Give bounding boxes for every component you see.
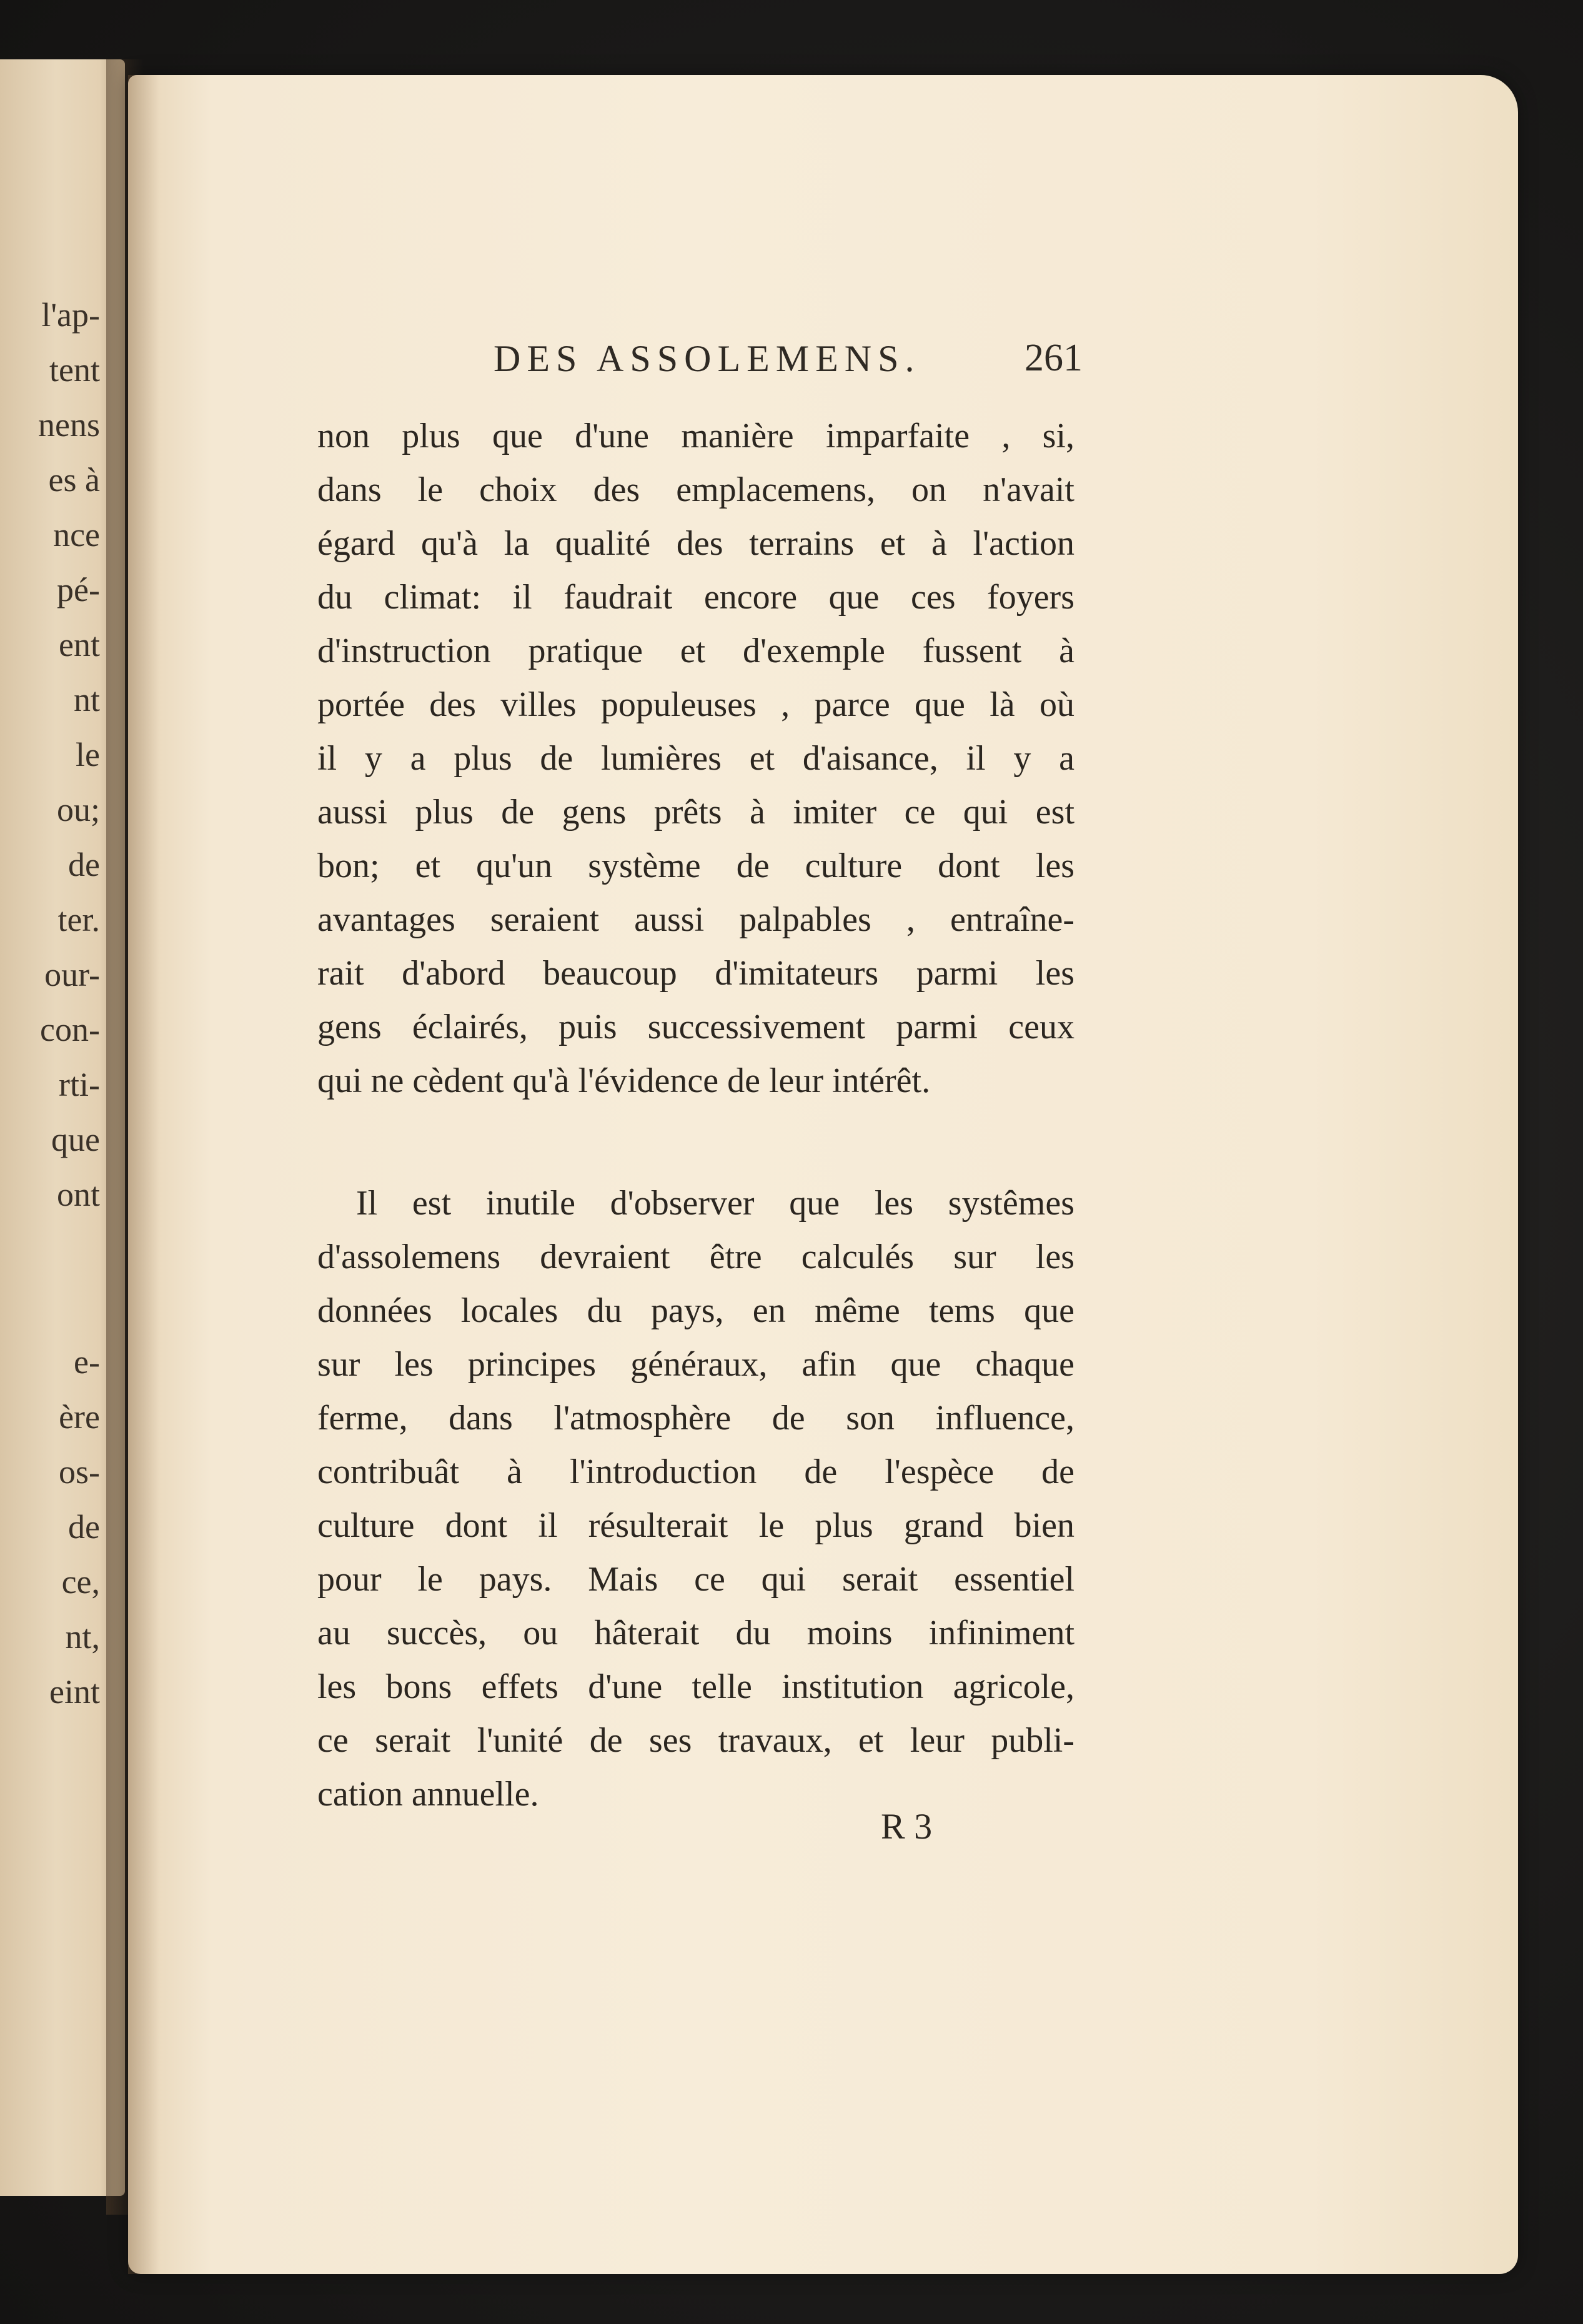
text-line: sur les principes généraux, afin que chaque [317,1345,1074,1384]
text-line: rait d'abord beaucoup d'imitateurs parmi les [317,954,1074,993]
text-line: non plus que d'une manière imparfaite , si, [317,417,1074,455]
text-line: dans le choix des emplacemens, on n'avait [317,470,1074,509]
text-line: il y a plus de lumières et d'aisance, il y a [317,739,1074,778]
page-number: 261 [1025,337,1083,379]
left-fragment: ce, [61,1563,100,1601]
text-line: les bons effets d'une telle institution agricole, [317,1667,1074,1706]
text-line: égard qu'à la qualité des terrains et à l'action [317,524,1074,563]
left-fragment: ter. [57,901,100,938]
left-fragment: os- [59,1453,100,1491]
text-line: portée des villes populeuses , parce que là où [317,685,1074,724]
text-line: ferme, dans l'atmosphère de son influence, [317,1399,1074,1438]
left-fragment: eint [49,1673,100,1711]
text-line: ce serait l'unité de ses travaux, et leur publi- [317,1721,1074,1760]
text-line: avantages seraient aussi palpables , entraîne- [317,900,1074,939]
left-fragment: e- [74,1343,100,1381]
text-line: gens éclairés, puis successivement parmi ceux [317,1008,1074,1046]
left-fragment: nt, [65,1618,100,1656]
text-line: du climat: il faudrait encore que ces foyers [317,578,1074,617]
body-text [317,409,1074,1821]
text-line: au succès, ou hâterait du moins infiniment [317,1614,1074,1652]
paragraph-gap [317,1108,1074,1176]
text-line: cation annuelle. [317,1775,539,1814]
page-gutter-edge [128,75,159,2274]
left-fragment: ère [59,1398,100,1436]
text-line: d'instruction pratique et d'exemple fussent à [317,632,1074,670]
left-fragment: ou; [56,791,100,828]
paragraph-1 [317,409,1074,1108]
left-fragment: ent [59,626,100,663]
left-fragment: nens [38,406,100,444]
left-fragment: con- [40,1011,100,1048]
left-fragment: nce [53,516,100,554]
left-fragment: ont [56,1176,100,1213]
left-fragment: our- [44,956,100,993]
left-fragment: le [76,736,100,773]
left-fragment: rti- [59,1066,100,1103]
text-line: aussi plus de gens prêts à imiter ce qui est [317,793,1074,832]
text-line: d'assolemens devraient être calculés sur les [317,1238,1074,1276]
text-line: qui ne cèdent qu'à l'évidence de leur intérêt. [317,1061,931,1100]
left-fragment: tent [49,351,100,389]
left-gap [0,1222,100,1334]
left-fragment: nt [73,681,100,718]
text-line: données locales du pays, en même tems que [317,1291,1074,1330]
left-fragment: pé- [57,571,100,608]
left-fragment: que [51,1121,100,1158]
text-line: bon; et qu'un système de culture dont les [317,847,1074,885]
text-line: contribuât à l'introduction de l'espèce de [317,1452,1074,1491]
left-page-text [0,287,100,1719]
left-fragment: de [68,846,100,883]
text-line: pour le pays. Mais ce qui serait essentiel [317,1560,1074,1599]
text-line: Il est inutile d'observer que les systêmes [356,1184,1074,1223]
left-fragment: de [68,1508,100,1546]
text-line: culture dont il résulterait le plus grand bien [317,1506,1074,1545]
running-title: DES ASSOLEMENS. [494,338,921,379]
left-fragment: l'ap- [41,296,100,334]
signature-mark: R 3 [881,1806,933,1847]
left-fragment: es à [48,461,100,499]
paragraph-2 [317,1176,1074,1821]
